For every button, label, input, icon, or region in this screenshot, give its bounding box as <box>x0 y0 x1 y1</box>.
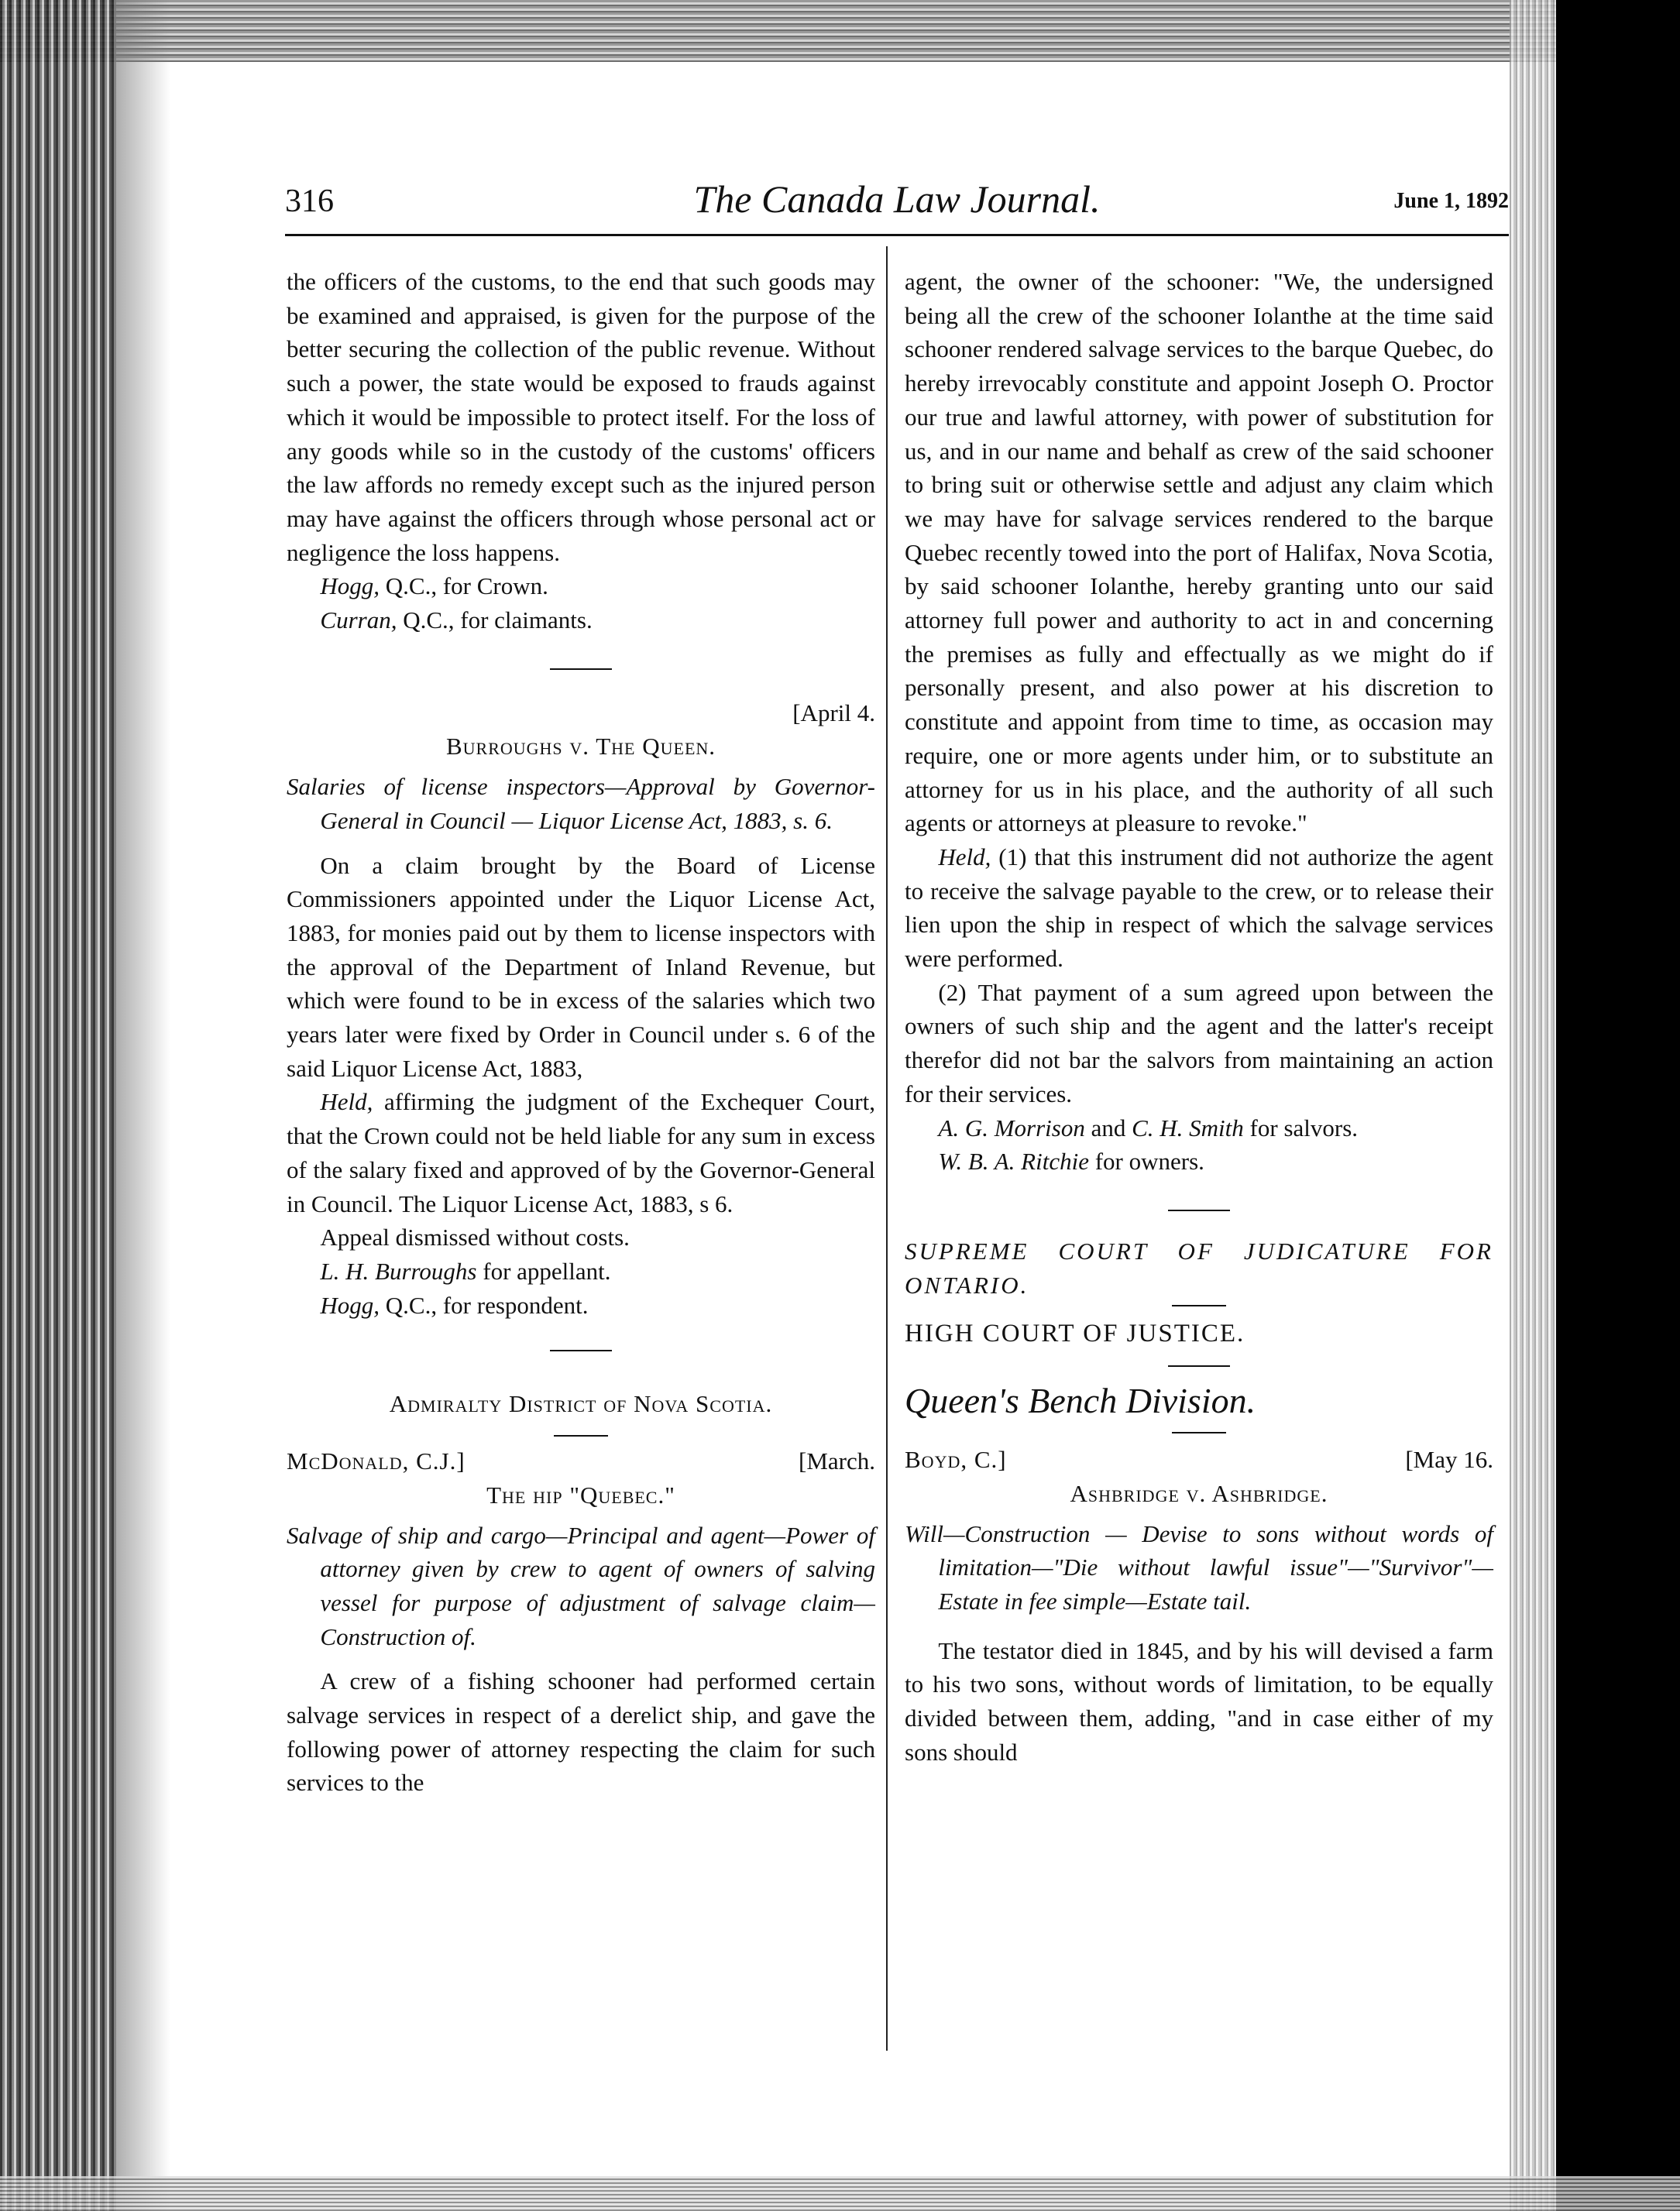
division-heading: Queen's Bench Division. <box>905 1381 1256 1421</box>
issue-date: June 1, 1892 <box>1393 189 1509 213</box>
short-rule <box>554 1435 608 1437</box>
case-result: Appeal dismissed without costs. <box>320 1224 630 1251</box>
counsel-line: A. G. Morrison and C. H. Smith for salvors. <box>938 1114 1359 1142</box>
case-title: Ashbridge v. Ashbridge. <box>1070 1479 1328 1507</box>
right-column <box>905 265 1493 1769</box>
court-district-heading: Admiralty District of Nova Scotia. <box>389 1390 773 1418</box>
scan-border-top <box>0 0 1680 62</box>
case-judge: Boyd, C.] <box>905 1446 1007 1474</box>
counsel-line: W. B. A. Ritchie for owners. <box>938 1148 1204 1176</box>
case-date: [March. <box>799 1447 875 1475</box>
scan-border-bottom <box>0 2176 1680 2211</box>
continued-paragraph: agent, the owner of the schooner: "We, the undersigned being all the crew of the schooner Iolanthe at the time said schooner rendered salvage services to the barque Quebec, do hereby irrevocably constitute and appoint Joseph O. Proctor our true and lawful attorney, with power of substitution for us, and in our name and behalf as crew of the said schooner to bring suit or otherwise settle and adjust any claim which we may have for salvage services rendered to the barque Quebec recently towed into the port of Halifax, Nova Scotia, by said schooner Iolanthe, hereby granting unto our said attorney full power and authority to act in and concerning the premises as fully and effectually as we might do if personally present, and also power at his discretion to constitute and appoint from time to time, as occasion may require, one or more agents under him, or to substitute an attorney for us in his place, and the authority of all such agents or attorneys at pleasure to revoke." <box>905 268 1493 837</box>
section-separator <box>1168 1210 1230 1211</box>
journal-title: The Canada Law Journal. <box>693 177 1101 221</box>
case-paragraph: On a claim brought by the Board of License Commissioners appointed under the Liquor License Act, 1883, for monies paid out by them to license inspectors with the approval of the Department of Inland Revenue, but which were found to be in excess of the salaries which two years later were fixed by Order in Council under s. 6 of the said Liquor License Act, 1883, <box>287 851 875 1082</box>
case-judge-date <box>905 1443 1493 1477</box>
case-title: The hip "Quebec." <box>486 1481 675 1509</box>
scan-border-left <box>0 0 116 2211</box>
continued-paragraph: the officers of the customs, to the end that such goods may be examined and appraised, is given for the purpose of the better securing the collection of the public revenue. Without such a power, the state would be exposed to frauds against which it would be impossible to protect itself. For the loss of any goods while so in the custody of the customs' officers the law affords no remedy except such as the injured person may have against the officers through whose personal act or negligence the loss happens. <box>287 268 875 566</box>
case-paragraph: The testator died in 1845, and by his will devised a farm to his two sons, without words of limitation, to be equally divided between them, adding, "and in case either of my sons should <box>905 1636 1493 1766</box>
column-divider <box>886 246 888 2051</box>
case-catchwords: Will—Construction — Devise to sons without words of limitation—"Die without lawful issue"—"Survivor"—Estate in fee simple—Estate tail. <box>905 1519 1493 1615</box>
left-column <box>287 265 875 1800</box>
page-number: 316 <box>285 184 334 219</box>
case-date: [May 16. <box>1405 1446 1493 1474</box>
counsel-line: L. H. Burroughs for appellant. <box>320 1257 611 1285</box>
held-paragraph: Held, (1) that this instrument did not authorize the agent to receive the salvage payable to the crew, or to release their lien upon the ship in respect of which the salvage services were performed. <box>905 843 1493 973</box>
short-rule <box>1172 1305 1226 1306</box>
case-catchwords: Salvage of ship and cargo—Principal and agent—Power of attorney given by crew to agent of owners of salving vessel for purpose of adjustment of salvage claim—Construction of. <box>287 1521 875 1650</box>
case-paragraph: A crew of a fishing schooner had performed certain salvage services in respect of a derelict ship, and gave the following power of attorney respecting the claim for such services to the <box>287 1667 875 1797</box>
scan-border-right <box>1556 0 1680 2211</box>
high-court-heading: HIGH COURT OF JUSTICE. <box>905 1320 1245 1348</box>
case-judge: McDonald, C.J.] <box>287 1447 466 1475</box>
counsel-line: Curran, Q.C., for claimants. <box>320 606 593 634</box>
case-catchwords: Salaries of license inspectors—Approval by Governor-General in Council — Liquor License Act, 1883, s. 6. <box>287 773 875 834</box>
case-title: Burroughs v. The Queen. <box>445 733 716 760</box>
counsel-line: Hogg, Q.C., for Crown. <box>320 572 548 600</box>
case-paragraph: (2) That payment of a sum agreed upon between the owners of such ship and the agent and the latter's receipt therefor did not bar the salvors from maintaining an action for their services. <box>905 978 1493 1107</box>
scan-shadow-right <box>1510 0 1556 2211</box>
held-paragraph: Held, affirming the judgment of the Exchequer Court, that the Crown could not be held liable for any sum in excess of the salary fixed and approved of by the Governor-General in Council. The Liquor License Act, 1883, s 6. <box>287 1088 875 1217</box>
section-separator <box>550 1350 612 1351</box>
short-rule <box>1172 1432 1226 1433</box>
scan-shadow-left <box>116 0 170 2211</box>
case-judge-date <box>287 1444 875 1478</box>
header-rule <box>285 234 1509 236</box>
supreme-court-heading: SUPREME COURT OF JUDICATURE FOR ONTARIO. <box>905 1237 1493 1299</box>
section-separator <box>1168 1365 1230 1367</box>
counsel-line: Hogg, Q.C., for respondent. <box>320 1291 589 1319</box>
section-separator <box>550 668 612 670</box>
running-header <box>285 177 1509 223</box>
case-date: [April 4. <box>792 699 875 726</box>
